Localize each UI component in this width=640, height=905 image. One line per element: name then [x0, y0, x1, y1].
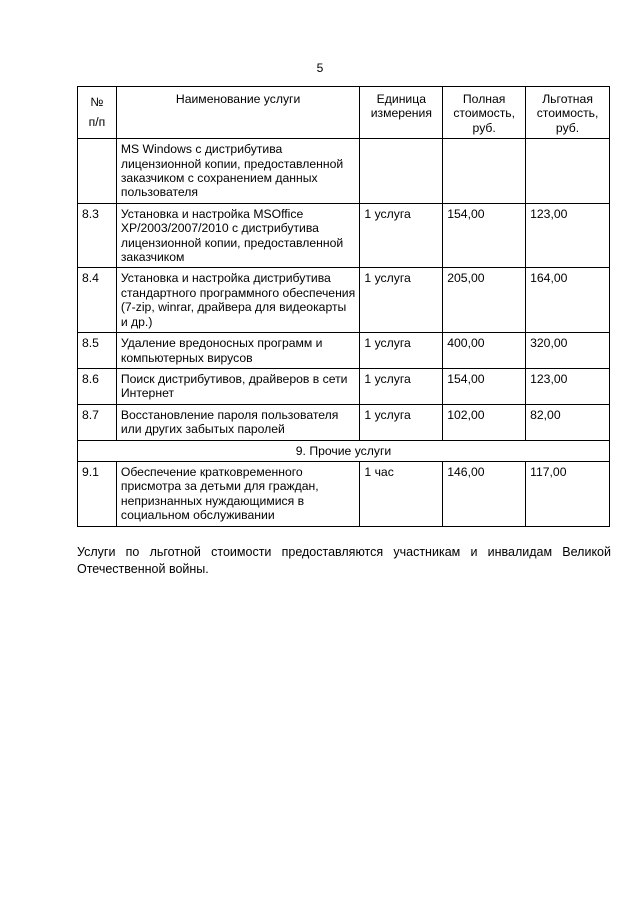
section-title: 9. Прочие услуги: [78, 440, 610, 461]
full-price: 400,00: [443, 333, 526, 369]
service-name: Удаление вредоносных программ и компьютерных вирусов: [116, 333, 360, 369]
header-unit: Единица измерения: [360, 87, 443, 139]
full-price: 154,00: [443, 368, 526, 404]
service-name: MS Windows с дистрибутива лицензионной копии, предоставленной заказчиком с сохранением данных пользователя: [116, 139, 360, 204]
row-number: 8.4: [78, 268, 117, 333]
discount-price: 82,00: [526, 404, 610, 440]
discount-price: 164,00: [526, 268, 610, 333]
services-price-table: [77, 86, 610, 527]
unit: 1 услуга: [360, 368, 443, 404]
table-row: [78, 461, 610, 526]
table-header-row: [78, 87, 610, 139]
unit: 1 услуга: [360, 333, 443, 369]
full-price: 205,00: [443, 268, 526, 333]
row-number: 8.3: [78, 203, 117, 268]
row-number: 8.7: [78, 404, 117, 440]
row-number: 8.5: [78, 333, 117, 369]
full-price: 154,00: [443, 203, 526, 268]
table-row: [78, 333, 610, 369]
unit: 1 услуга: [360, 203, 443, 268]
header-number: [78, 87, 117, 139]
unit: [360, 139, 443, 204]
discount-price: 123,00: [526, 368, 610, 404]
service-name: Поиск дистрибутивов, драйверов в сети Интернет: [116, 368, 360, 404]
header-discount-price: Льготная стоимость, руб.: [526, 87, 610, 139]
service-name: Обеспечение кратковременного присмотра за детьми для граждан, непризнанных нуждающимися в социальном обслуживании: [116, 461, 360, 526]
table-row: [78, 203, 610, 268]
full-price: 102,00: [443, 404, 526, 440]
header-service-name: Наименование услуги: [116, 87, 360, 139]
service-name: Восстановление пароля пользователя или других забытых паролей: [116, 404, 360, 440]
unit: 1 час: [360, 461, 443, 526]
service-name: Установка и настройка MSOffice XP/2003/2007/2010 с дистрибутива лицензионной копии, предоставленной заказчиком: [116, 203, 360, 268]
full-price: 146,00: [443, 461, 526, 526]
discount-eligibility-note: Услуги по льготной стоимости предоставляются участникам и инвалидам Великой Отечественной войны.: [77, 545, 611, 576]
row-number: 9.1: [78, 461, 117, 526]
header-number-abbrev: п/п: [88, 115, 106, 129]
full-price: [443, 139, 526, 204]
discount-price: 117,00: [526, 461, 610, 526]
discount-price: 123,00: [526, 203, 610, 268]
unit: 1 услуга: [360, 268, 443, 333]
table-row: [78, 404, 610, 440]
table-row: [78, 139, 610, 204]
header-full-price: Полная стоимость, руб.: [443, 87, 526, 139]
table-row: [78, 368, 610, 404]
page-number: 5: [316, 61, 324, 75]
header-number-symbol: №: [90, 95, 104, 109]
row-number: [78, 139, 117, 204]
discount-price: [526, 139, 610, 204]
discount-price: 320,00: [526, 333, 610, 369]
section-header-row: [78, 440, 610, 461]
table-row: [78, 268, 610, 333]
service-name: Установка и настройка дистрибутива стандартного программного обеспечения (7-zip, winrar, драйвера для видеокарты и др.): [116, 268, 360, 333]
row-number: 8.6: [78, 368, 117, 404]
unit: 1 услуга: [360, 404, 443, 440]
